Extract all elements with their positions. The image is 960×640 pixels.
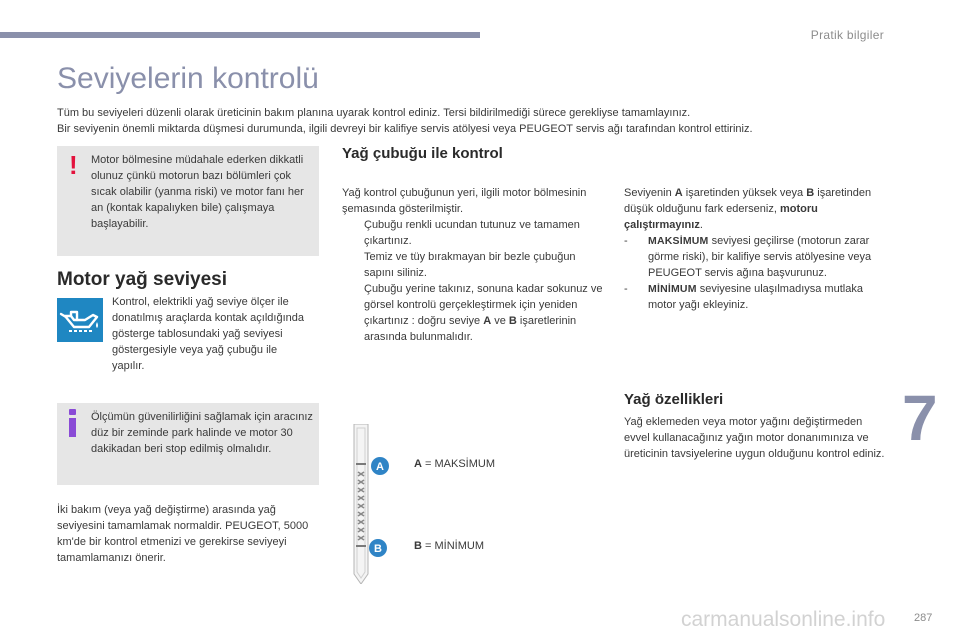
motor-oil-text: Kontrol, elektrikli yağ seviye ölçer ile donatılmış araçlarda kontak açıldığında gösterge tablosundaki yağ seviyesi göstergesiyle veya yağ çubuğu ile yapılır. [112, 296, 305, 372]
step-item: Çubuğu renkli ucundan tutunuz ve tamamen çıkartınız. [364, 219, 580, 247]
top-accent-bar [0, 32, 480, 38]
label-min: B = MİNİMUM [414, 540, 484, 552]
dipstick-intro: Yağ kontrol çubuğunun yeri, ilgili motor bölmesinin şemasında gösterilmiştir. [342, 187, 587, 215]
step-item: Temiz ve tüy bırakmayan bir bezle çubuğun sapını siliniz. [364, 251, 576, 279]
motor-oil-title: Motor yağ seviyesi [57, 269, 228, 290]
info-icon [67, 409, 79, 435]
svg-text:A: A [376, 461, 384, 473]
warning-text: Motor bölmesine müdahale ederken dikkatli olunuz çünkü motorun bazı bölümleri çok sıcak olabilir (yanma riski) ve motor fanı her an (kontak kapalıyken bile) çalışmaya başlayabilir. [91, 154, 304, 230]
dipstick-title: Yağ çubuğu ile kontrol [342, 145, 503, 162]
max-level-item: - MAKSİMUM seviyesi geçilirse (motorun zarar görme riski), bir kalifiye servis atölyesine veya PEUGEOT servis ağına başvurunuz. [624, 235, 872, 279]
oil-specs-text: Yağ eklemeden veya motor yağını değiştirmeden evvel kullanacağınız yağın motor donanımınıza ve üreticinin tavsiyelerine uygun olduğunu kontrol ediniz. [624, 416, 885, 460]
watermark: carmanualsonline.info [681, 608, 886, 631]
level-check-paragraph: Seviyenin A işaretinden yüksek veya B işaretinden düşük olduğunu fark ederseniz, motoru çalıştırmayınız. [624, 187, 872, 231]
chapter-number: 7 [902, 382, 938, 454]
warning-icon: ! [69, 150, 78, 180]
intro-text [57, 105, 917, 137]
svg-text:B: B [374, 543, 382, 555]
level-check-text [624, 185, 886, 313]
oil-specs-title: Yağ özellikleri [624, 391, 724, 408]
step-item: Çubuğu yerine takınız, sonuna kadar sokunuz ve görsel kontrolü gerçekleştirmek için yeniden çıkartınız : doğru seviye A ve B işaretlerinin arasında bulunmalıdır. [364, 283, 603, 343]
warning-box [57, 146, 319, 256]
label-max: A = MAKSİMUM [414, 458, 495, 470]
section-header: Pratik bilgiler [810, 28, 884, 42]
oil-can-icon [57, 298, 103, 342]
intro-line-1: Tüm bu seviyeleri düzenli olarak üreticinin bakım planına uyarak kontrol ediniz. Tersi bildirilmediği sürece gerekliyse tamamlayınız. [57, 107, 691, 119]
dipstick-instructions [342, 185, 606, 345]
min-level-item: - MİNİMUM seviyesine ulaşılmadıysa mutlaka motor yağı ekleyiniz. [624, 283, 863, 311]
dipstick-illustration [348, 424, 374, 584]
info-box [57, 403, 319, 485]
marker-a-icon [370, 456, 390, 476]
maintenance-paragraph: İki bakım (veya yağ değiştirme) arasında yağ seviyesini tamamlamak normaldir. PEUGEOT, 5000 km'de bir kontrol etmenizi ve gerekirse seviyeyi tamamlamanızı önerir. [57, 504, 309, 564]
info-text: Ölçümün güvenilirliğini sağlamak için aracınız düz bir zeminde park halinde ve motor 30 dakikadan beri stop edilmiş olmalıdır. [91, 411, 313, 455]
page-title: Seviyelerin kontrolü [57, 62, 319, 95]
page-number: 287 [914, 612, 933, 624]
intro-line-2: Bir seviyenin önemli miktarda düşmesi durumunda, ilgili devreyi bir kalifiye servis atölyesi veya PEUGEOT servis ağı tarafından kontrol ettiriniz. [57, 123, 753, 135]
marker-b-icon [368, 538, 388, 558]
